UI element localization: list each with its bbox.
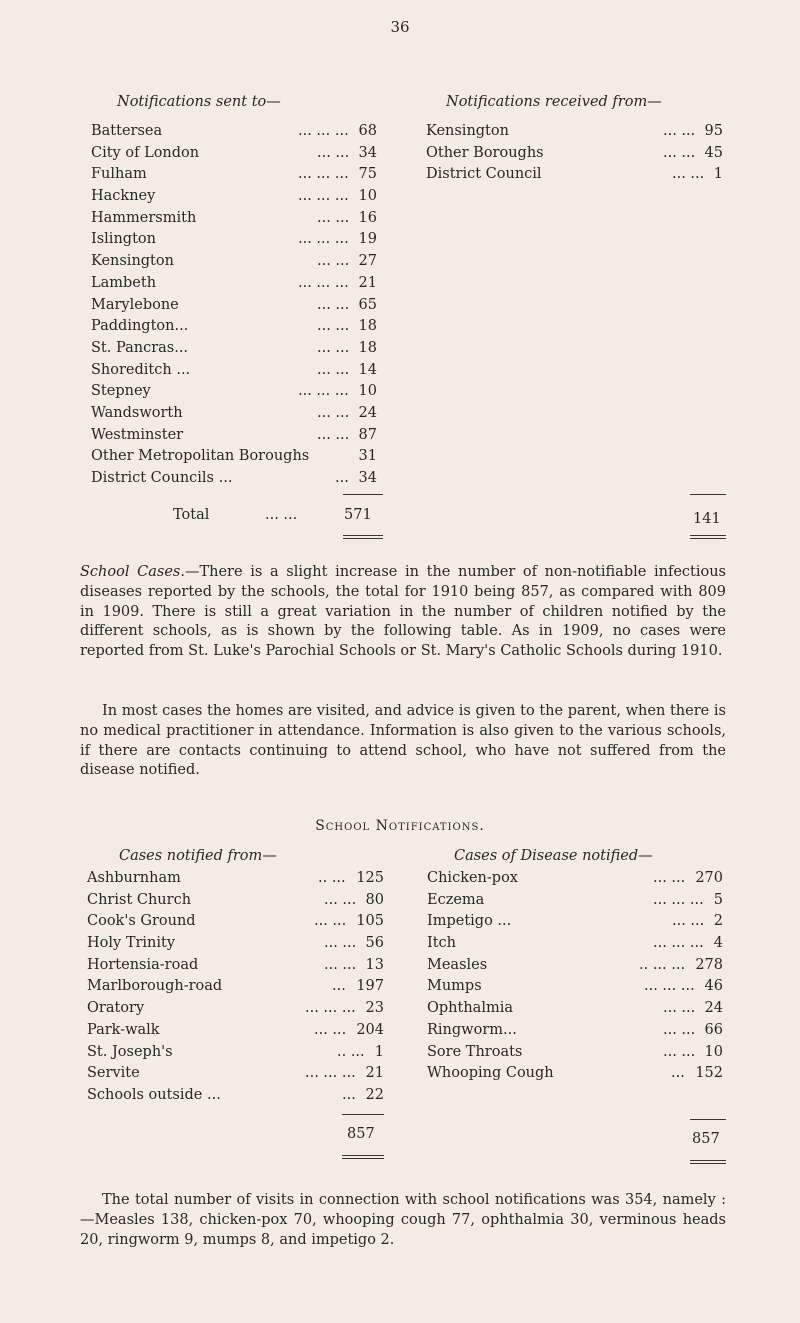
- sent-row-value: 87: [358, 426, 377, 443]
- disease-row-label: Whooping Cough: [427, 1065, 554, 1082]
- disease-row-leader-dots: ... ...: [663, 1000, 696, 1017]
- disease-row-label: Itch: [427, 935, 457, 952]
- sent-total-double-rule: [343, 535, 383, 539]
- sent-row: [91, 121, 377, 143]
- cases-from-row: [87, 998, 384, 1020]
- school-notifications-title: School Notifications.: [315, 818, 485, 834]
- sent-row: [91, 403, 377, 425]
- cases-from-row-label: St. Joseph's: [87, 1043, 173, 1060]
- sent-row: [91, 446, 377, 468]
- cases-from-row-value: 125: [356, 870, 384, 886]
- sent-row-label: Westminster: [91, 426, 184, 443]
- sent-row-leader-dots: ... ...: [317, 318, 350, 335]
- sent-row-leader-dots: ... ... ...: [298, 231, 349, 248]
- cases-from-row-value: 204: [356, 1021, 384, 1038]
- sent-row-label: Hammersmith: [91, 209, 197, 226]
- sent-row: [91, 251, 377, 273]
- disease-row-leader-dots: ... ...: [663, 1043, 696, 1060]
- received-total-value: 141: [693, 511, 721, 527]
- cases-from-row-value: 197: [356, 978, 384, 995]
- cases-from-row-leader-dots: ... ...: [314, 913, 347, 930]
- sent-heading: Notifications sent to—: [117, 94, 281, 110]
- sent-row-value: 10: [358, 383, 377, 400]
- cases-from-row-leader-dots: ... ...: [324, 956, 357, 973]
- received-total-rule: [690, 494, 726, 495]
- disease-row-value: 2: [713, 913, 723, 930]
- sent-row-leader-dots: ... ...: [317, 361, 350, 378]
- sent-row-label: St. Pancras...: [91, 339, 189, 356]
- cases-from-row-leader-dots: ... ... ...: [305, 1000, 356, 1017]
- received-list: [426, 121, 723, 186]
- disease-total-rule: [690, 1119, 726, 1120]
- sent-row-label: Fulham: [91, 166, 147, 183]
- sent-total-rule: [343, 494, 383, 495]
- disease-row-value: 24: [704, 1000, 723, 1017]
- cases-from-row: [87, 1020, 384, 1042]
- page-number: 36: [390, 18, 410, 36]
- sent-total-dots: ... ...: [265, 507, 298, 523]
- received-row-leader-dots: ... ...: [672, 166, 705, 183]
- disease-row-label: Mumps: [427, 978, 482, 995]
- sent-row-leader-dots: ... ...: [317, 339, 350, 356]
- disease-row-leader-dots: ... ...: [663, 1021, 696, 1038]
- cases-from-heading: Cases notified from—: [119, 848, 277, 864]
- visits-paragraph: In most cases the homes are visited, and advice is given to the parent, when there is no medical practitioner in attendance. Information is also given to the various schools, if there are contacts continuing to attend school, who have not suffered from the disease notified.: [80, 703, 726, 779]
- cases-from-row-leader-dots: ... ...: [324, 935, 357, 952]
- disease-row-leader-dots: .. ... ...: [639, 956, 686, 973]
- sent-row-leader-dots: ... ...: [317, 296, 350, 313]
- disease-row-leader-dots: ... ...: [653, 870, 686, 886]
- disease-row-value: 46: [704, 978, 723, 995]
- disease-total-double-rule: [690, 1160, 726, 1164]
- sent-row: [91, 316, 377, 338]
- sent-row: [91, 381, 377, 403]
- cases-from-row-value: 21: [365, 1065, 384, 1082]
- sent-row-leader-dots: ... ...: [317, 144, 350, 161]
- cases-from-row-label: Marlborough-road: [87, 978, 223, 995]
- sent-row-label: Kensington: [91, 253, 174, 270]
- school-cases-paragraph: [80, 563, 726, 662]
- disease-row: [427, 955, 723, 977]
- sent-row-label: Battersea: [91, 123, 163, 139]
- sent-row-value: 68: [358, 123, 377, 139]
- received-row-value: 95: [704, 123, 723, 139]
- cases-from-row-leader-dots: .. ...: [318, 870, 346, 886]
- sent-list: [91, 121, 377, 490]
- cases-from-list: [87, 868, 384, 1107]
- cases-disease-list: [427, 868, 723, 1085]
- cases-from-row-label: Holy Trinity: [87, 935, 176, 952]
- disease-row-label: Measles: [427, 956, 488, 973]
- disease-row-value: 278: [695, 956, 723, 973]
- disease-row-value: 4: [713, 935, 723, 952]
- sent-row-value: 16: [358, 209, 377, 226]
- from-total-double-rule: [342, 1155, 384, 1159]
- cases-from-row-leader-dots: .. ...: [337, 1043, 365, 1060]
- cases-from-row-value: 105: [356, 913, 384, 930]
- received-row-leader-dots: ... ...: [663, 144, 696, 161]
- cases-from-row: [87, 911, 384, 933]
- disease-total-value: 857: [692, 1131, 720, 1147]
- sent-row-label: Shoreditch ...: [91, 361, 191, 378]
- sent-row-leader-dots: ... ... ...: [298, 188, 349, 205]
- cases-from-row: [87, 955, 384, 977]
- cases-disease-heading: Cases of Disease notified—: [454, 848, 653, 864]
- sent-row-leader-dots: ... ...: [317, 209, 350, 226]
- disease-row-label: Eczema: [427, 891, 485, 908]
- closing-paragraph: The total number of visits in connection with school notifications was 354, namely :—Measles 138, chicken-pox 70, whooping cough 77, ophthalmia 30, verminous heads 20, ringworm 9, mumps 8, and impetigo 2.: [80, 1192, 726, 1248]
- sent-row-value: 34: [358, 144, 377, 161]
- sent-row-leader-dots: ... ... ...: [298, 383, 349, 400]
- sent-row-leader-dots: ... ...: [317, 253, 350, 270]
- cases-from-row-label: Park-walk: [87, 1021, 160, 1038]
- sent-row-leader-dots: ...: [335, 470, 349, 486]
- sent-row-value: 21: [358, 274, 377, 291]
- cases-from-row: [87, 933, 384, 955]
- disease-row: [427, 998, 723, 1020]
- sent-row-value: 75: [358, 166, 377, 183]
- disease-row-label: Sore Throats: [427, 1043, 523, 1060]
- disease-row-value: 66: [704, 1021, 723, 1038]
- sent-row: [91, 295, 377, 317]
- disease-row-leader-dots: ... ... ...: [644, 978, 695, 995]
- cases-from-row-label: Hortensia-road: [87, 956, 199, 973]
- received-row-label: District Council: [426, 166, 542, 183]
- cases-from-row: [87, 1063, 384, 1085]
- disease-row-value: 5: [713, 891, 723, 908]
- sent-row-value: 14: [358, 361, 377, 378]
- disease-row-leader-dots: ... ...: [672, 913, 705, 930]
- disease-row: [427, 1063, 723, 1085]
- cases-from-row-value: 13: [365, 956, 384, 973]
- received-row: [426, 121, 723, 143]
- sent-row-leader-dots: ... ... ...: [298, 123, 349, 139]
- sent-row: [91, 229, 377, 251]
- sent-row-leader-dots: ... ...: [317, 404, 350, 421]
- sent-row: [91, 164, 377, 186]
- received-row-label: Kensington: [426, 123, 509, 139]
- cases-from-row: [87, 890, 384, 912]
- received-heading: Notifications received from—: [446, 94, 662, 110]
- sent-row-label: Islington: [91, 231, 156, 248]
- cases-from-row: [87, 1085, 384, 1107]
- cases-from-row-leader-dots: ...: [342, 1086, 356, 1103]
- sent-row-value: 24: [358, 404, 377, 421]
- school-cases-lead: School Cases.: [80, 564, 185, 580]
- sent-row-value: 27: [358, 253, 377, 270]
- disease-row-value: 270: [695, 870, 723, 886]
- disease-row-label: Ophthalmia: [427, 1000, 513, 1017]
- sent-row-value: 18: [358, 339, 377, 356]
- sent-row: [91, 425, 377, 447]
- sent-row-label: Hackney: [91, 188, 156, 205]
- disease-row-label: Chicken-pox: [427, 870, 518, 886]
- sent-row-value: 34: [358, 470, 377, 486]
- cases-from-row-leader-dots: ... ... ...: [305, 1065, 356, 1082]
- sent-row: [91, 143, 377, 165]
- cases-from-row-label: Christ Church: [87, 891, 192, 908]
- disease-row-label: Ringworm...: [427, 1021, 517, 1038]
- sent-row: [91, 186, 377, 208]
- disease-row: [427, 933, 723, 955]
- received-row-label: Other Boroughs: [426, 144, 544, 161]
- received-row: [426, 143, 723, 165]
- cases-from-row-label: Servite: [87, 1065, 140, 1082]
- sent-row-label: City of London: [91, 144, 200, 161]
- cases-from-row-leader-dots: ...: [332, 978, 346, 995]
- disease-row-label: Impetigo ...: [427, 913, 512, 930]
- from-total-rule: [342, 1114, 384, 1115]
- received-row-leader-dots: ... ...: [663, 123, 696, 139]
- disease-row: [427, 1042, 723, 1064]
- sent-row-label: Other Metropolitan Boroughs: [91, 448, 310, 465]
- cases-from-row: [87, 868, 384, 890]
- sent-row-leader-dots: ... ... ...: [298, 166, 349, 183]
- sent-total-label: Total: [173, 507, 210, 523]
- received-row-value: 1: [713, 166, 723, 183]
- cases-from-row-value: 56: [365, 935, 384, 952]
- sent-row-value: 10: [358, 188, 377, 205]
- received-total-double-rule: [690, 535, 726, 539]
- sent-row-label: Wandsworth: [91, 404, 183, 421]
- sent-total-value: 571: [344, 507, 372, 523]
- sent-row: [91, 468, 377, 490]
- disease-row-leader-dots: ... ... ...: [653, 891, 704, 908]
- disease-row-value: 10: [704, 1043, 723, 1060]
- sent-row-value: 18: [358, 318, 377, 335]
- cases-from-row-label: Oratory: [87, 1000, 145, 1017]
- sent-row: [91, 208, 377, 230]
- cases-from-row: [87, 976, 384, 998]
- received-row-value: 45: [704, 144, 723, 161]
- cases-from-row-leader-dots: ... ...: [314, 1021, 347, 1038]
- cases-from-row-leader-dots: ... ...: [324, 891, 357, 908]
- cases-from-row-value: 22: [365, 1086, 384, 1103]
- cases-from-row-label: Schools outside ...: [87, 1086, 221, 1103]
- cases-from-row-value: 23: [365, 1000, 384, 1017]
- disease-row-value: 152: [695, 1065, 723, 1082]
- cases-from-row: [87, 1042, 384, 1064]
- disease-row: [427, 911, 723, 933]
- sent-row-label: District Councils ...: [91, 470, 233, 486]
- sent-row: [91, 338, 377, 360]
- disease-row: [427, 868, 723, 890]
- disease-row: [427, 976, 723, 998]
- sent-row-value: 31: [358, 448, 377, 465]
- cases-from-row-label: Cook's Ground: [87, 913, 196, 930]
- sent-row-label: Paddington...: [91, 318, 189, 335]
- sent-row-label: Marylebone: [91, 296, 179, 313]
- sent-row-value: 65: [358, 296, 377, 313]
- sent-row-label: Stepney: [91, 383, 151, 400]
- sent-row-value: 19: [358, 231, 377, 248]
- cases-from-row-label: Ashburnham: [87, 870, 181, 886]
- sent-row: [91, 273, 377, 295]
- disease-row: [427, 890, 723, 912]
- disease-row-leader-dots: ...: [671, 1065, 685, 1082]
- sent-row-leader-dots: ... ... ...: [298, 274, 349, 291]
- received-row: [426, 164, 723, 186]
- school-cases-text: —There is a slight increase in the number of non-notifiable infectious diseases reported by the schools, the total for 1910 being 857, as compared with 809 in 1909. There is still a great variation in the number of children notified by the different schools, as is shown by the following table. As in 1909, no cases were reported from St. Luke's Parochial Schools or St. Mary's Catholic Schools during 1910.: [80, 564, 726, 660]
- sent-row-leader-dots: ... ...: [317, 426, 350, 443]
- disease-row-leader-dots: ... ... ...: [653, 935, 704, 952]
- disease-row: [427, 1020, 723, 1042]
- sent-row-label: Lambeth: [91, 274, 157, 291]
- cases-from-row-value: 1: [374, 1043, 384, 1060]
- cases-from-row-value: 80: [365, 891, 384, 908]
- from-total-value: 857: [347, 1126, 375, 1142]
- sent-row: [91, 360, 377, 382]
